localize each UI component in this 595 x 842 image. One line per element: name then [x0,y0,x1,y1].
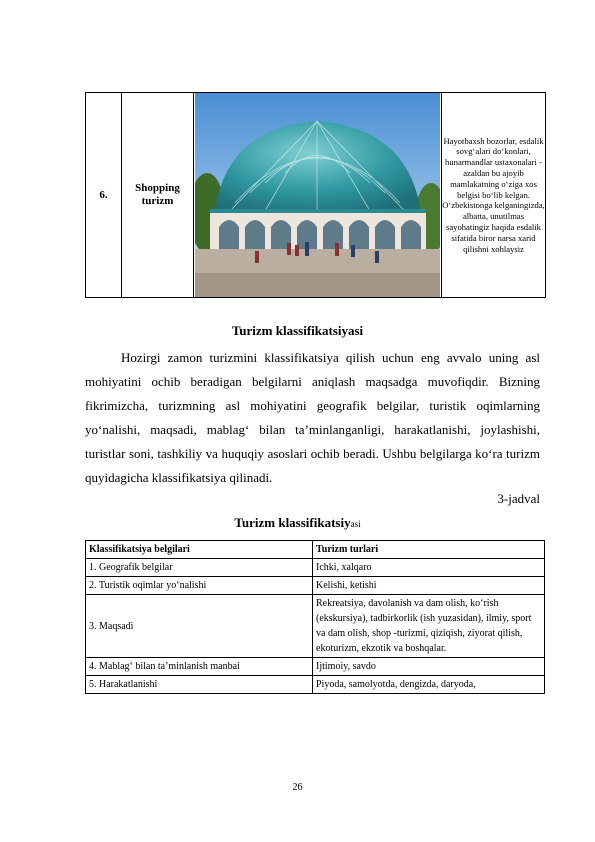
criteria-cell: 5. Harakatlanishi [86,676,313,694]
types-cell: Ichki, xalqaro [313,559,545,577]
criteria-cell: 4. Mablag‘ bilan ta’minlanish manbai [86,658,313,676]
table-row [86,658,545,676]
criteria-cell: 1. Geografik belgilar [86,559,313,577]
page-number: 26 [292,782,303,793]
header-criteria: Klassifikatsiya belgilari [86,541,313,559]
section-heading: Turizm klassifikatsiyasi [231,323,364,338]
paragraph-text: Hozirgi zamon turizmini klassifikatsiya qilish uchun eng avvalo uning asl mohiyatini ochib beradigan belgilarni aniqlash maqsadga muvofiqdir. Bizning fikrimizcha, turizmning asl mohiyatini geografik belgilar, turistik oqimlarning yo‘nalishi, maqsadi, mablag‘ bilan ta’minlanganligi, harakatlanishi, joylashishi, turistlar soni, tashkiliy va huquqiy asoslari ochib beradi. Ushbu belgilarga ko‘ra turizm quyidagicha klassifikatsiya qilinadi. [85,350,540,485]
table-title-suffix: asi [350,519,361,529]
types-cell: Ijtimoiy, savdo [313,658,545,676]
body-paragraph [85,346,540,490]
header-types: Turizm turlari [313,541,545,559]
classification-table [85,540,545,694]
bazaar-photo [194,93,442,298]
types-cell: Piyoda, samolyotda, dengizda, daryoda, [313,676,545,694]
tourism-type-table-row [85,92,546,298]
table-row [86,676,545,694]
table-row [86,577,545,595]
table-row [86,559,545,577]
tourism-description: Hayotbaxsh bozorlar, esdalik sovg‘alari do‘konlari, hunarmandlar ustaxonalari - azaldan bu ajoyib mamlakatning o‘ziga xos belgisi bo‘lib kelgan. O‘zbekistonga kelganingizda, albatta, unutilmas sayohatingiz haqida esdalik sifatida biror narsa xarid qilishni xohlaysiz [442,93,546,298]
table-title [0,515,595,531]
types-cell: Rekreatsiya, davolanish va dam olish, ko‘rish (ekskursiya), tadbirkorlik (ish yuzasidan), ilmiy, sport va dam olish, shop -turizmi, qiziqish, ziyorat qilish, ekoturizm, ekzotik va boshqalar. [313,595,545,658]
criteria-cell: 3. Maqsadi [86,595,313,658]
table-label: 3-jadval [497,491,540,506]
table-header-row [86,541,545,559]
table-row [86,595,545,658]
row-number: 6. [86,93,122,298]
tourism-type-name: Shopping turizm [122,93,194,298]
criteria-cell: 2. Turistik oqimlar yo‘nalishi [86,577,313,595]
types-cell: Kelishi, ketishi [313,577,545,595]
table-title-main: Turizm klassifikatsiy [234,515,351,530]
